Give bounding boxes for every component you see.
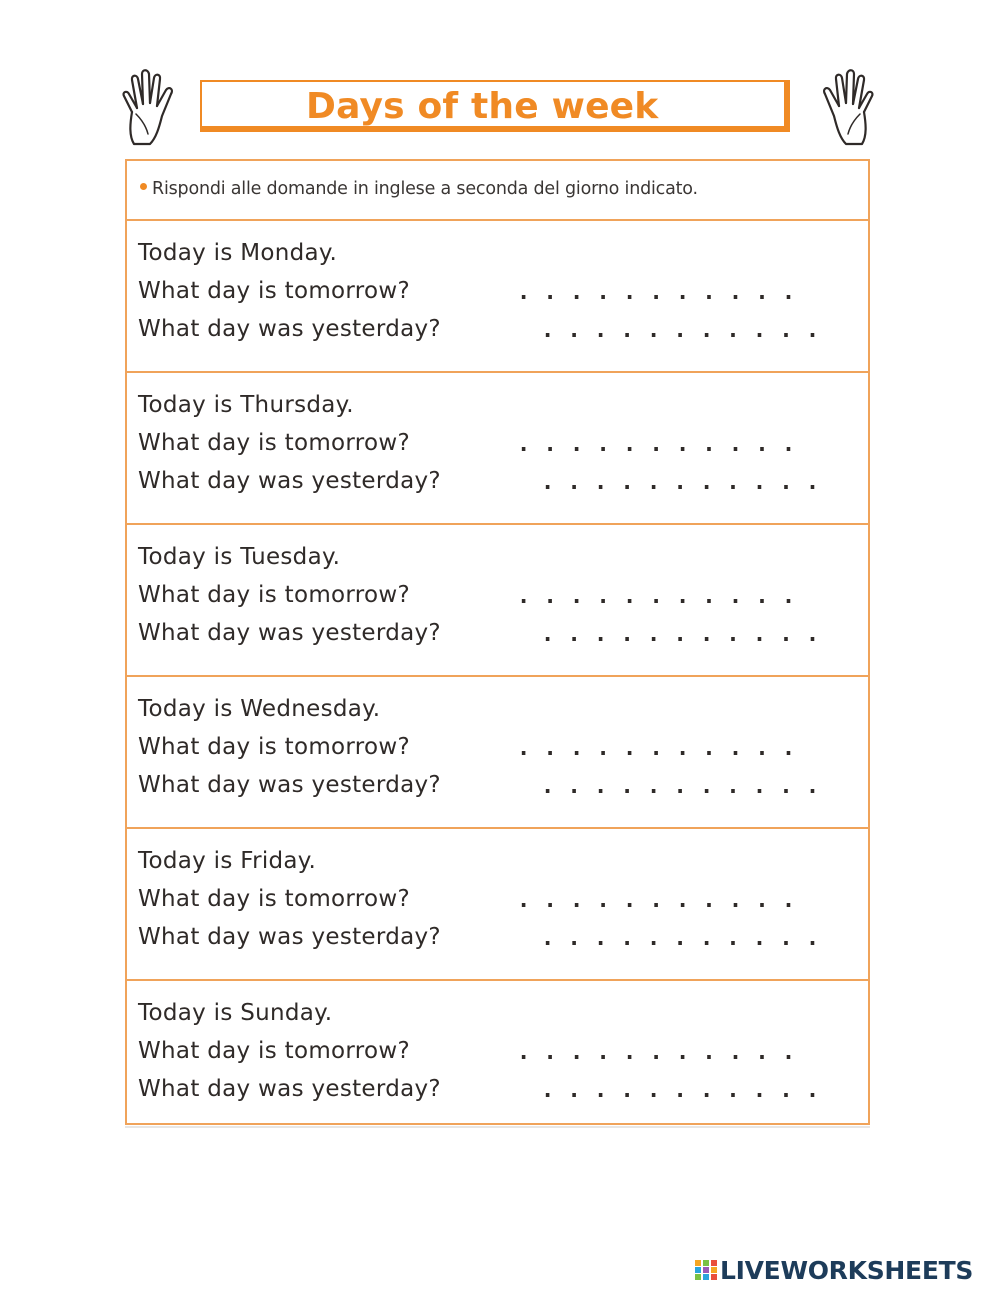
yesterday-answer-blank[interactable]: . . . . . . . . . . . bbox=[541, 1078, 820, 1103]
today-statement: Today is Monday. bbox=[138, 240, 338, 266]
yesterday-question: What day was yesterday? bbox=[138, 1076, 441, 1102]
yesterday-question: What day was yesterday? bbox=[138, 924, 441, 950]
divider bbox=[125, 1126, 870, 1128]
tomorrow-answer-blank[interactable]: . . . . . . . . . . . bbox=[517, 888, 796, 913]
exercise-block-friday bbox=[127, 829, 868, 981]
tomorrow-answer-blank[interactable]: . . . . . . . . . . . bbox=[517, 584, 796, 609]
yesterday-answer-blank[interactable]: . . . . . . . . . . . bbox=[541, 470, 820, 495]
today-statement: Today is Thursday. bbox=[138, 392, 354, 418]
tomorrow-answer-blank[interactable]: . . . . . . . . . . . bbox=[517, 736, 796, 761]
yesterday-answer-blank[interactable]: . . . . . . . . . . . bbox=[541, 622, 820, 647]
today-statement: Today is Tuesday. bbox=[138, 544, 341, 570]
tomorrow-answer-blank[interactable]: . . . . . . . . . . . bbox=[517, 280, 796, 305]
yesterday-question: What day was yesterday? bbox=[138, 772, 441, 798]
yesterday-answer-blank[interactable]: . . . . . . . . . . . bbox=[541, 926, 820, 951]
tomorrow-question: What day is tomorrow? bbox=[138, 734, 411, 760]
bullet-icon bbox=[140, 183, 147, 190]
hand-outline-icon bbox=[112, 68, 190, 152]
hand-outline-icon bbox=[806, 68, 884, 152]
watermark-text: LIVEWORKSHEETS bbox=[720, 1255, 974, 1285]
page-title: Days of the week bbox=[306, 86, 659, 127]
yesterday-answer-blank[interactable]: . . . . . . . . . . . bbox=[541, 774, 820, 799]
instruction-row bbox=[127, 161, 868, 221]
tomorrow-answer-blank[interactable]: . . . . . . . . . . . bbox=[517, 432, 796, 457]
instruction-text: Rispondi alle domande in inglese a seconda del giorno indicato. bbox=[152, 179, 698, 199]
tomorrow-question: What day is tomorrow? bbox=[138, 1038, 411, 1064]
today-statement: Today is Friday. bbox=[138, 848, 317, 874]
today-statement: Today is Sunday. bbox=[138, 1000, 333, 1026]
yesterday-answer-blank[interactable]: . . . . . . . . . . . bbox=[541, 318, 820, 343]
exercise-block-sunday bbox=[127, 981, 868, 1133]
exercise-block-tuesday bbox=[127, 525, 868, 677]
tomorrow-answer-blank[interactable]: . . . . . . . . . . . bbox=[517, 1040, 796, 1065]
liveworksheets-watermark bbox=[694, 1255, 973, 1285]
tomorrow-question: What day is tomorrow? bbox=[138, 886, 411, 912]
liveworksheets-logo-icon bbox=[694, 1258, 718, 1282]
today-statement: Today is Wednesday. bbox=[138, 696, 381, 722]
yesterday-question: What day was yesterday? bbox=[138, 316, 441, 342]
tomorrow-question: What day is tomorrow? bbox=[138, 430, 411, 456]
exercise-block-thursday bbox=[127, 373, 868, 525]
title-banner bbox=[200, 80, 790, 132]
tomorrow-question: What day is tomorrow? bbox=[138, 582, 411, 608]
worksheet-frame bbox=[125, 159, 870, 1125]
exercise-block-monday bbox=[127, 221, 868, 373]
yesterday-question: What day was yesterday? bbox=[138, 468, 441, 494]
yesterday-question: What day was yesterday? bbox=[138, 620, 441, 646]
exercise-block-wednesday bbox=[127, 677, 868, 829]
tomorrow-question: What day is tomorrow? bbox=[138, 278, 411, 304]
